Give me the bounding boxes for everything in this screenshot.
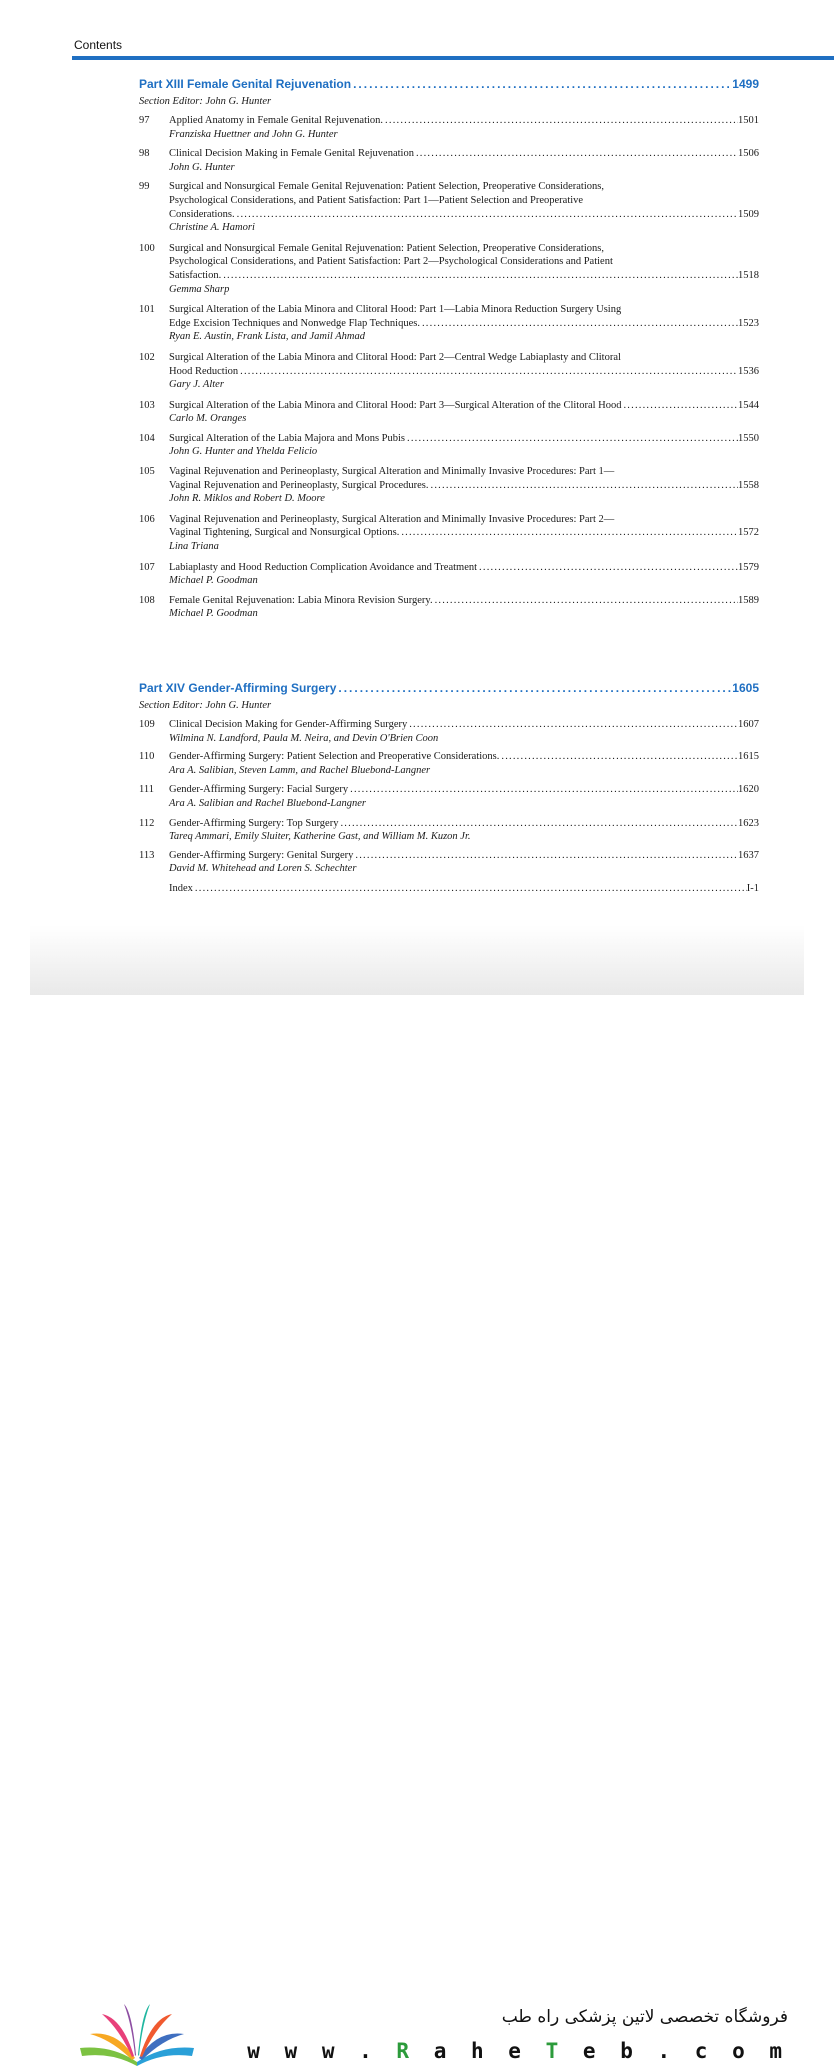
toc-entries [139,718,759,896]
chapter-title: Gender-Affirming Surgery: Genital Surgery [169,849,354,861]
chapter-page: 1623 [738,817,759,829]
chapter-number: 106 [139,513,155,525]
dot-leader [499,750,738,764]
chapter-page: 1544 [738,399,759,411]
section-editor: Section Editor: John G. Hunter [139,96,272,107]
part-title: Part XIV Gender-Affirming Surgery [139,681,337,695]
chapter-title: Female Genital Rejuvenation: Labia Minora Revision Surgery. [169,594,433,606]
chapter-authors: Carlo M. Oranges [169,413,247,425]
chapter-page: 1589 [738,594,759,606]
chapter-number: 113 [139,849,155,861]
toc-entry-chapter-104[interactable] [139,432,759,459]
chapter-title: Clinical Decision Making in Female Genital Rejuvenation [169,148,414,160]
dot-leader [477,561,738,575]
chapter-page: 1615 [738,751,759,763]
dot-leader [414,147,738,161]
chapter-authors: John R. Miklos and Robert D. Moore [169,493,325,505]
toc-entry-chapter-105[interactable] [139,465,759,506]
url-letter-r: R [396,2039,416,2063]
chapter-authors: John G. Hunter and Yhelda Felicio [169,446,318,458]
part-page: 1499 [732,77,759,91]
chapter-number: 102 [139,351,155,363]
dot-leader [399,526,738,540]
toc-entry-chapter-113[interactable] [139,849,759,876]
section-editor: Section Editor: John G. Hunter [139,700,272,711]
chapter-number: 110 [139,751,155,763]
page-bottom-shadow [30,925,804,995]
chapter-title: Labiaplasty and Hood Reduction Complication Avoidance and Treatment [169,561,478,573]
toc-entry-chapter-102[interactable] [139,351,759,392]
dot-leader [353,849,738,863]
toc-entry-chapter-110[interactable] [139,750,759,777]
url-letter-t: T [545,2039,565,2063]
store-name-persian: فروشگاه تخصصی لاتین پزشکی راه طب [501,2007,788,2027]
chapter-title: Applied Anatomy in Female Genital Rejuvenation. [169,115,384,126]
chapter-title: Considerations. [169,208,235,220]
chapter-title-line: Vaginal Rejuvenation and Perineoplasty, Surgical Alteration and Minimally Invasive Procedures: Part 1— [169,466,615,478]
chapter-number: 98 [139,148,150,160]
header-rule [72,56,834,60]
dot-leader [336,680,732,697]
chapter-authors: Christine A. Hamori [169,222,255,234]
dot-leader [433,594,738,608]
chapter-title: Gender-Affirming Surgery: Patient Selection and Preoperative Considerations. [169,751,500,763]
part-heading[interactable] [139,680,759,697]
chapter-page: I-1 [746,882,759,894]
chapter-authors: Michael P. Goodman [169,575,258,587]
dot-leader [405,432,738,446]
toc-entry-chapter-107[interactable] [139,561,759,588]
url-mid: a h e [433,2039,527,2063]
dot-leader [235,208,738,222]
chapter-authors: Gary J. Alter [169,379,224,391]
chapter-authors: Franziska Huettner and John G. Hunter [169,128,338,140]
chapter-title-line: Vaginal Rejuvenation and Perineoplasty, Surgical Alteration and Minimally Invasive Procedures: Part 2— [169,513,615,525]
chapter-page: 1637 [738,849,759,861]
website-url[interactable] [247,2039,788,2063]
dot-leader [420,317,738,331]
chapter-title: Hood Reduction [169,365,239,377]
chapter-authors: Gemma Sharp [169,283,230,295]
chapter-number: 111 [139,784,154,796]
chapter-number: 103 [139,399,155,411]
chapter-title-line: Psychological Considerations, and Patient Satisfaction: Part 1—Patient Selection and Preoperative [169,194,584,206]
dot-leader [621,399,738,413]
part-page: 1605 [732,681,759,695]
chapter-authors: Michael P. Goodman [169,608,258,620]
chapter-page: 1550 [738,432,759,444]
toc-entry-chapter-103[interactable] [139,399,759,426]
chapter-number: 99 [139,181,150,193]
dot-leader [429,479,738,493]
chapter-number: 105 [139,466,155,478]
chapter-authors: David M. Whitehead and Loren S. Schechter [169,863,357,875]
chapter-authors: Tareq Ammari, Emily Sluiter, Katherine Gast, and William M. Kuzon Jr. [169,831,471,843]
chapter-title: Gender-Affirming Surgery: Top Surgery [169,817,339,829]
chapter-page: 1536 [738,365,759,377]
toc-entry-chapter-99[interactable] [139,180,759,234]
chapter-authors: Lina Triana [169,541,219,553]
chapter-authors: Wilmina N. Landford, Paula M. Neira, and Devin O'Brien Coon [169,732,439,744]
toc-entry-chapter-97[interactable] [139,114,759,141]
chapter-number: 109 [139,719,155,730]
chapter-page: 1558 [738,479,759,491]
chapter-page: 1523 [738,317,759,329]
chapter-title: Surgical Alteration of the Labia Majora and Mons Pubis [169,432,406,444]
chapter-page: 1572 [738,527,759,539]
toc-entries [139,114,759,621]
chapter-number: 112 [139,817,155,829]
chapter-title: Clinical Decision Making for Gender-Affirming Surgery [169,719,408,730]
toc-entry-chapter-109[interactable] [139,718,759,745]
chapter-page: 1579 [738,561,759,573]
chapter-page: 1509 [738,208,759,220]
chapter-authors: Ara A. Salibian and Rachel Bluebond-Langner [169,797,366,809]
dot-leader [221,269,738,283]
part-title: Part XIII Female Genital Rejuvenation [139,77,352,91]
chapter-title: Gender-Affirming Surgery: Facial Surgery [169,784,349,796]
toc-entry-chapter-100[interactable] [139,242,759,296]
chapter-page: 1518 [738,269,759,281]
chapter-number: 108 [139,594,155,606]
dot-leader [193,882,747,896]
dot-leader [338,817,738,831]
chapter-title-line: Psychological Considerations, and Patient Satisfaction: Part 2—Psychological Considerations and Patient [169,256,613,268]
chapter-title: Vaginal Rejuvenation and Perineoplasty, Surgical Procedures. [169,479,429,491]
toc-entry-chapter-108[interactable] [139,594,759,621]
chapter-number: 104 [139,432,155,444]
chapter-page: 1501 [738,115,759,126]
chapter-title: Vaginal Tightening, Surgical and Nonsurgical Options. [169,527,400,539]
chapter-page: 1607 [738,719,759,730]
dot-leader [348,783,738,797]
dot-leader [407,718,738,732]
toc-entry-chapter-111[interactable] [139,783,759,810]
chapter-title: Index [169,882,193,894]
chapter-number: 100 [139,242,155,254]
chapter-number: 97 [139,115,150,126]
dot-leader [238,365,738,379]
url-prefix: w w w . [247,2039,378,2063]
chapter-authors: John G. Hunter [169,161,235,173]
toc-entry-chapter-101[interactable] [139,303,759,344]
url-end: e b . c o m [582,2039,788,2063]
toc-entry-chapter-106[interactable] [139,513,759,554]
chapter-number: 107 [139,561,155,573]
chapter-title: Surgical Alteration of the Labia Minora and Clitoral Hood: Part 3—Surgical Alteration of the Clitoral Hood [169,399,622,411]
chapter-page: 1506 [738,148,759,160]
toc-part-xiii [139,76,759,627]
chapter-title-line: Surgical Alteration of the Labia Minora and Clitoral Hood: Part 2—Central Wedge Labiaplasty and Clitoral [169,351,621,363]
toc-entry-chapter-112[interactable] [139,817,759,844]
dot-leader [351,76,732,93]
toc-part-xiv [139,680,759,902]
chapter-title: Satisfaction. [169,269,222,281]
page-header-title: Contents [74,38,123,52]
chapter-title-line: Surgical and Nonsurgical Female Genital Rejuvenation: Patient Selection, Preoperative Considerations, [169,181,604,193]
open-book-logo-icon [72,2000,202,2070]
chapter-title: Edge Excision Techniques and Nonwedge Flap Techniques. [169,317,420,329]
chapter-number: 101 [139,304,155,316]
part-heading[interactable] [139,76,759,93]
toc-entry-chapter-98[interactable] [139,147,759,174]
toc-entry-index[interactable] [139,882,759,896]
chapter-authors: Ara A. Salibian, Steven Lamm, and Rachel Bluebond-Langner [169,764,431,776]
chapter-page: 1620 [738,784,759,796]
dot-leader [383,114,738,128]
watermark-footer [0,995,834,2063]
chapter-title-line: Surgical Alteration of the Labia Minora and Clitoral Hood: Part 1—Labia Minora Reduction Surgery Using [169,304,622,316]
chapter-title-line: Surgical and Nonsurgical Female Genital Rejuvenation: Patient Selection, Preoperative Considerations, [169,242,604,254]
chapter-authors: Ryan E. Austin, Frank Lista, and Jamil Ahmad [169,331,365,343]
